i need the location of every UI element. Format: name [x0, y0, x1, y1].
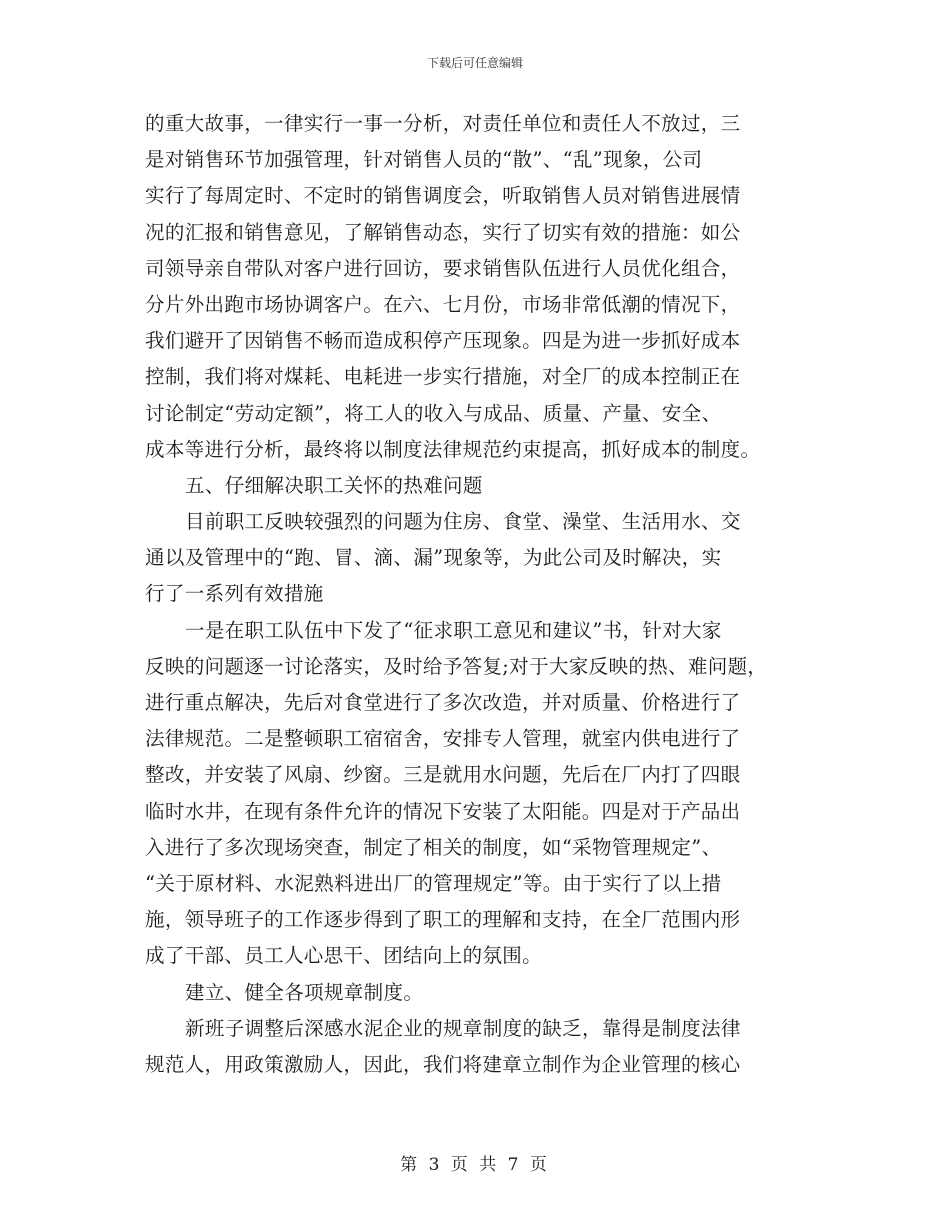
- text-line: 司领导亲自带队对客户进行回访，要求销售队伍进行人员优化组合，: [145, 256, 741, 280]
- text-line: 整改，并安装了风扇、纱窗。三是就用水问题，先后在厂内打了四眼: [145, 763, 741, 787]
- text-line: “关于原材料、水泥熟料进出厂的管理规定”等。由于实行了以上措: [145, 871, 722, 895]
- page-header: 下载后可任意编辑: [426, 56, 523, 70]
- text-line: 建立、健全各项规章制度。: [185, 980, 424, 1004]
- text-line: 成了干部、员工人心思干、团结向上的氛围。: [145, 944, 543, 968]
- text-line: 目前职工反映较强烈的问题为住房、食堂、澡堂、生活用水、交: [185, 510, 741, 534]
- text-line: 进行重点解决，先后对食堂进行了多次改造，并对质量、价格进行了: [145, 691, 741, 714]
- text-line: 新班子调整后深感水泥企业的规章制度的缺乏，靠得是制度法律: [185, 1016, 741, 1040]
- text-line: 一是在职工队伍中下发了“征求职工意见和建议”书，针对大家: [185, 618, 722, 642]
- text-line: 通以及管理中的“跑、冒、滴、漏”现象等，为此公司及时解决，实: [145, 546, 722, 570]
- text-line: 五、仔细解决职工关怀的热难问题: [185, 473, 483, 497]
- text-line: 实行了每周定时、不定时的销售调度会，听取销售人员对销售进展情: [145, 184, 741, 208]
- document-body: [145, 106, 820, 1083]
- text-line: 是对销售环节加强管理，针对销售人员的“散”、“乱”现象，公司: [145, 148, 703, 172]
- text-line: 反映的问题逐一讨论落实，及时给予答复;对于大家反映的热、难问题，: [145, 654, 768, 678]
- text-line: 控制，我们将对煤耗、电耗进一步实行措施，对全厂的成本控制正在: [145, 365, 741, 389]
- text-line: 规范人，用政策激励人，因此，我们将建章立制作为企业管理的核心: [145, 1052, 741, 1076]
- text-line: 入进行了多次现场突查，制定了相关的制度，如“采物管理规定”、: [145, 835, 722, 859]
- text-line: 况的汇报和销售意见，了解销售动态，实行了切实有效的措施：如公: [145, 220, 741, 244]
- text-line: 成本等进行分析，最终将以制度法律规范约束提高，抓好成本的制度。: [145, 437, 761, 461]
- text-line: 讨论制定“劳动定额”，将工人的收入与成品、质量、产量、安全、: [145, 401, 722, 425]
- text-line: 我们避开了因销售不畅而造成积停产压现象。四是为进一步抓好成本: [145, 329, 741, 353]
- text-line: 行了一系列有效措施: [145, 582, 324, 606]
- text-line: 的重大故事，一律实行一事一分析，对责任单位和责任人不放过，三: [145, 112, 741, 135]
- text-line: 分片外出跑市场协调客户。在六、七月份，市场非常低潮的情况下，: [145, 292, 741, 316]
- text-line: 施，领导班子的工作逐步得到了职工的理解和支持，在全厂范围内形: [145, 908, 741, 932]
- page-number: 第 3 页 共 7 页: [400, 1155, 550, 1175]
- text-line: 法律规范。二是整顿职工宿宿舍，安排专人管理，就室内供电进行了: [145, 727, 741, 751]
- text-line: 临时水井，在现有条件允许的情况下安装了太阳能。四是对于产品出: [145, 799, 741, 823]
